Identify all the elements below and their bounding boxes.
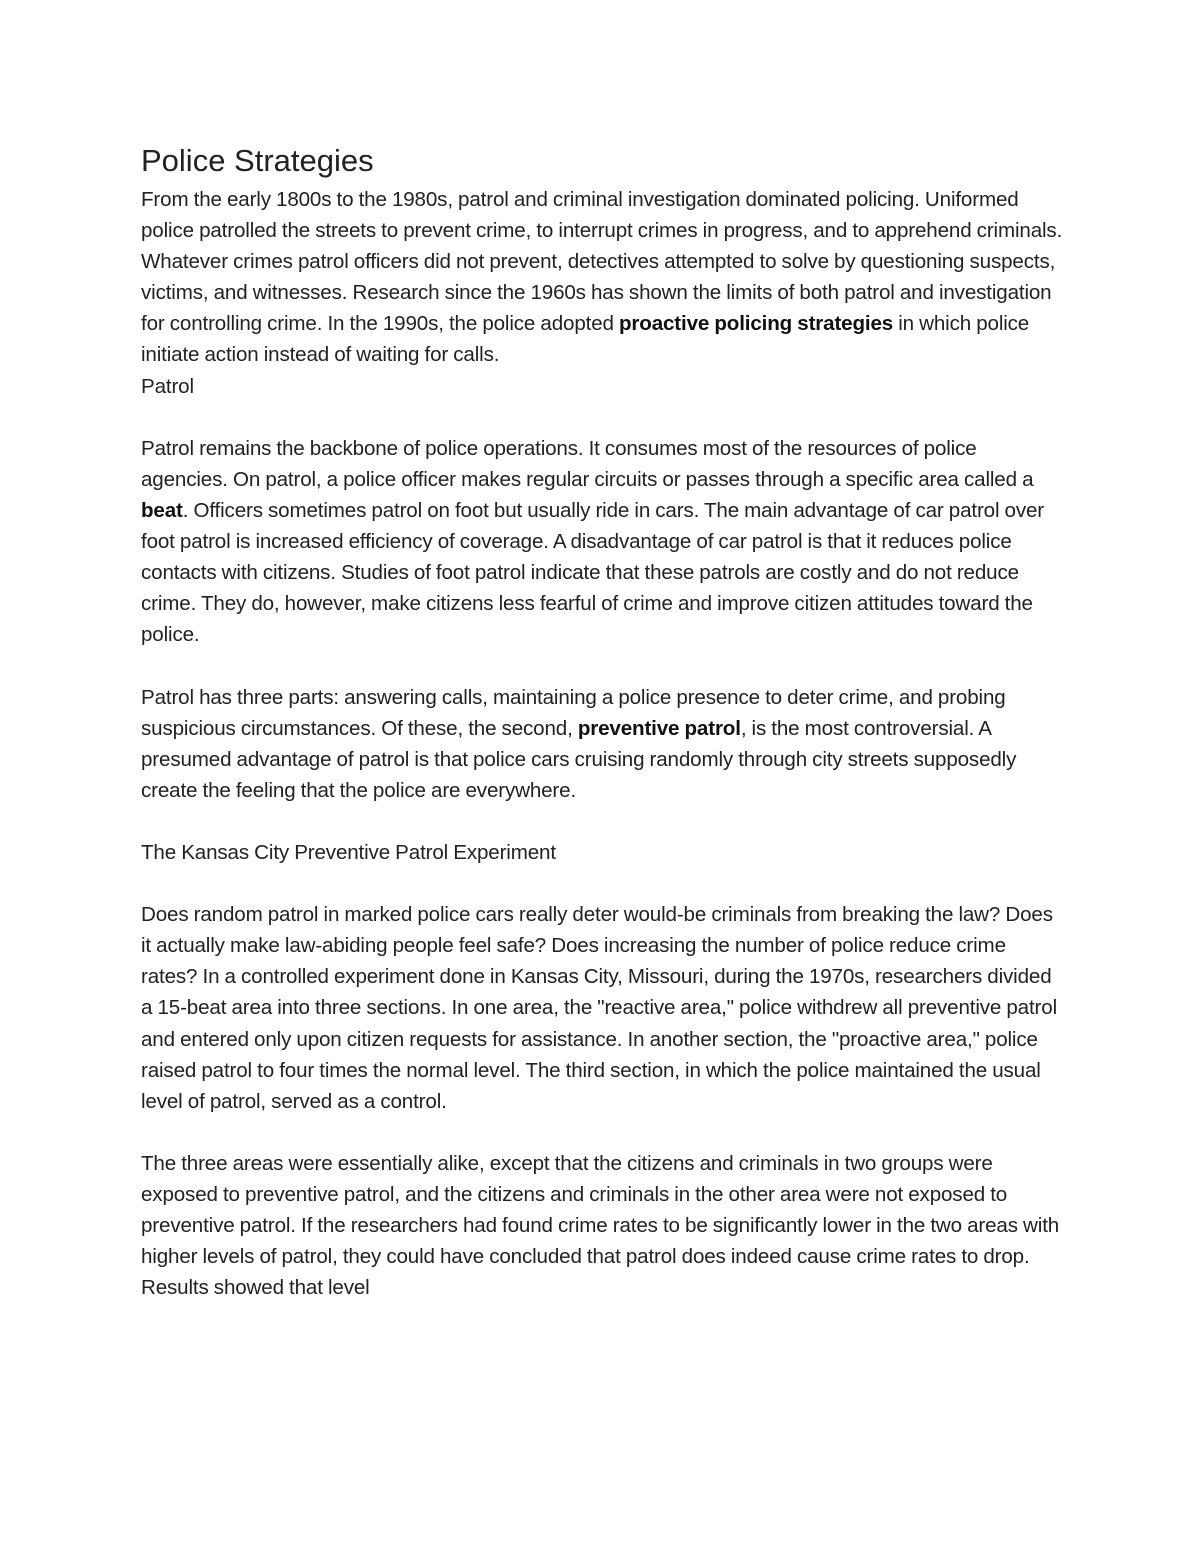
document-page (141, 138, 1066, 1303)
patrol-p1-text-2: . Officers sometimes patrol on foot but usually ride in cars. The main advantage of car patrol over foot patrol is increased efficiency of coverage. A disadvantage of car patrol is that it reduces police contacts with citizens. Studies of foot patrol indicate that these patrols are costly and do not reduce crime. They do, however, make citizens less fearful of crime and improve citizen attitudes toward the police. (141, 498, 1045, 647)
intro-text-2: in which police initiate action instead of waiting for calls. (141, 312, 1030, 367)
patrol-p2-text-1: Patrol has three parts: answering calls, maintaining a police presence to deter crime, and probing suspicious circumstances. Of these, the second, (141, 685, 1006, 740)
kansas-heading: The Kansas City Preventive Patrol Experiment (141, 840, 556, 864)
paragraph-spacer (141, 868, 1066, 899)
patrol-heading: Patrol (141, 374, 194, 398)
kansas-paragraph-1: Does random patrol in marked police cars really deter would-be criminals from breaking the law? Does it actually make law-abiding people feel safe? Does increasing the number of police reduce crime rates? In a controlled experiment done in Kansas City, Missouri, during the 1970s, researchers divided a 15-beat area into three sections. In one area, the "reactive area," police withdrew all preventive patrol and entered only upon citizen requests for assistance. In another section, the "proactive area," police raised patrol to four times the normal level. The third section, in which the police maintained the usual level of patrol, served as a control. (141, 903, 1057, 1113)
intro-paragraph (141, 184, 1066, 371)
patrol-p2-text-2: , is the most controversial. A presumed advantage of patrol is that police cars cruising randomly through city streets supposedly create the feeling that the police are everywhere. (141, 716, 1017, 802)
document-title: Police Strategies (141, 143, 374, 178)
intro-text-1: From the early 1800s to the 1980s, patrol and criminal investigation dominated policing. Uniformed police patrolled the streets to prevent crime, to interrupt crimes in progress, and to apprehend criminals. Whatever crimes patrol officers did not prevent, detectives attempted to solve by questioning suspects, victims, and witnesses. Research since the 1960s has shown the limits of both patrol and investigation for controlling crime. In the 1990s, the police adopted (141, 188, 1063, 336)
patrol-p1-bold-term: beat (141, 498, 183, 522)
intro-bold-term: proactive policing strategies (618, 312, 894, 336)
patrol-paragraph-1 (141, 433, 1066, 651)
patrol-paragraph-2 (141, 682, 1066, 806)
paragraph-spacer (141, 402, 1066, 433)
paragraph-spacer (141, 650, 1066, 681)
patrol-p2-bold-term: preventive patrol (577, 716, 741, 740)
paragraph-spacer (141, 806, 1066, 837)
kansas-paragraph-2: The three areas were essentially alike, except that the citizens and criminals in two groups were exposed to preventive patrol, and the citizens and criminals in the other area were not exposed to preventive patrol. If the researchers had found crime rates to be significantly lower in the two areas with higher levels of patrol, they could have concluded that patrol does indeed cause crime rates to drop. Results showed that level (141, 1151, 1060, 1300)
paragraph-spacer (141, 1117, 1066, 1148)
patrol-p1-text-1: Patrol remains the backbone of police operations. It consumes most of the resources of police agencies. On patrol, a police officer makes regular circuits or passes through a specific area called a (141, 436, 1034, 491)
